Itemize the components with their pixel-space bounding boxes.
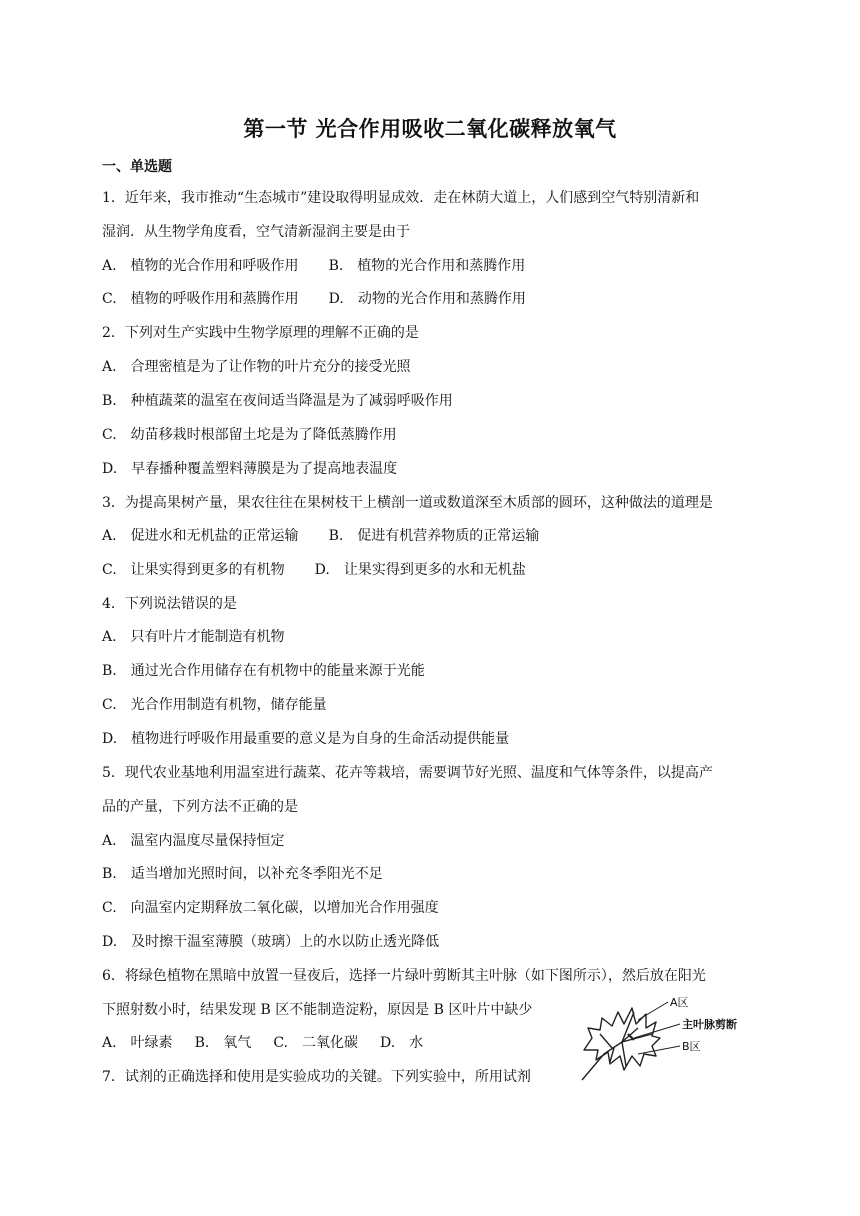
section-heading: 一、单选题 [102, 159, 172, 175]
q5-stem-line1: 5．现代农业基地利用温室进行蔬菜、花卉等栽培，需要调节好光照、温度和气体等条件，以提高产 [102, 765, 713, 781]
q1-option-b: B. 植物的光合作用和蒸腾作用 [328, 258, 526, 274]
q1-option-d: D. 动物的光合作用和蒸腾作用 [328, 291, 526, 307]
q3-option-a: A. 促进水和无机盐的正常运输 [102, 528, 299, 544]
q7-stem: 7．试剂的正确选择和使用是实验成功的关键。下列实验中，所用试剂 [102, 1069, 531, 1085]
q6-option-b: B. 氧气 [194, 1035, 252, 1051]
q4-stem: 4．下列说法错误的是 [102, 596, 237, 612]
q2-option-c: C. 幼苗移栽时根部留土坨是为了降低蒸腾作用 [102, 427, 397, 443]
q4-option-b: B. 通过光合作用储存在有机物中的能量来源于光能 [102, 663, 425, 679]
q1-option-c: C. 植物的呼吸作用和蒸腾作用 [102, 291, 299, 307]
q5-option-b: B. 适当增加光照时间，以补充冬季阳光不足 [102, 866, 383, 882]
q5-stem-line2: 品的产量，下列方法不正确的是 [102, 799, 298, 815]
q1-options-row2 [102, 289, 526, 309]
q1-stem-line1: 1．近年来，我市推动“生态城市”建设取得明显成效．走在林荫大道上，人们感到空气特别清新和 [102, 190, 700, 206]
q3-stem: 3．为提高果树产量，果农往往在果树枝干上横剖一道或数道深至木质部的圆环，这种做法的道理是 [102, 495, 713, 511]
q6-options-row [102, 1033, 423, 1053]
q3-option-b: B. 促进有机营养物质的正常运输 [328, 528, 540, 544]
q5-option-d: D. 及时擦干温室薄膜（玻璃）上的水以防止透光降低 [102, 934, 440, 950]
leaf-icon [582, 1008, 660, 1080]
page-title: 第一节 光合作用吸收二氧化碳释放氧气 [243, 117, 617, 141]
q2-stem: 2．下列对生产实践中生物学原理的理解不正确的是 [102, 325, 419, 341]
q2-option-b: B. 种植蔬菜的温室在夜间适当降温是为了减弱呼吸作用 [102, 393, 453, 409]
q1-options-row1 [102, 256, 525, 276]
q2-option-d: D. 早春播种覆盖塑料薄膜是为了提高地表温度 [102, 461, 398, 477]
q5-option-a: A. 温室内温度尽量保持恒定 [102, 833, 285, 849]
q3-options-row1 [102, 526, 539, 546]
q2-option-a: A. 合理密植是为了让作物的叶片充分的接受光照 [102, 359, 411, 375]
q5-option-c: C. 向温室内定期释放二氧化碳，以增加光合作用强度 [102, 900, 439, 916]
q1-stem-line2: 湿润．从生物学角度看，空气清新湿润主要是由于 [102, 224, 410, 240]
q3-option-d: D. 让果实得到更多的水和无机盐 [314, 562, 526, 578]
q6-option-c: C. 二氧化碳 [273, 1035, 358, 1051]
q3-options-row2 [102, 560, 526, 580]
q4-option-a: A. 只有叶片才能制造有机物 [102, 629, 285, 645]
leaf-label-cut: 主叶脉剪断 [682, 1018, 737, 1031]
q3-option-c: C. 让果实得到更多的有机物 [102, 562, 285, 578]
q4-option-c: C. 光合作用制造有机物，储存能量 [102, 697, 327, 713]
q1-option-a: A. 植物的光合作用和呼吸作用 [102, 258, 299, 274]
q4-option-d: D. 植物进行呼吸作用最重要的意义是为自身的生命活动提供能量 [102, 731, 510, 747]
q6-stem-line1: 6．将绿色植物在黑暗中放置一昼夜后，选择一片绿叶剪断其主叶脉（如下图所示），然后放在阳光 [102, 968, 706, 984]
leaf-label-b: B区 [682, 1040, 701, 1053]
q6-stem-line2: 下照射数小时，结果发现 B 区不能制造淀粉，原因是 B 区叶片中缺少 [102, 1002, 533, 1018]
q6-option-d: D. 水 [379, 1035, 424, 1051]
q6-option-a: A. 叶绿素 [102, 1035, 173, 1051]
leaf-label-a: A区 [670, 996, 689, 1009]
leaf-figure [576, 994, 756, 1086]
